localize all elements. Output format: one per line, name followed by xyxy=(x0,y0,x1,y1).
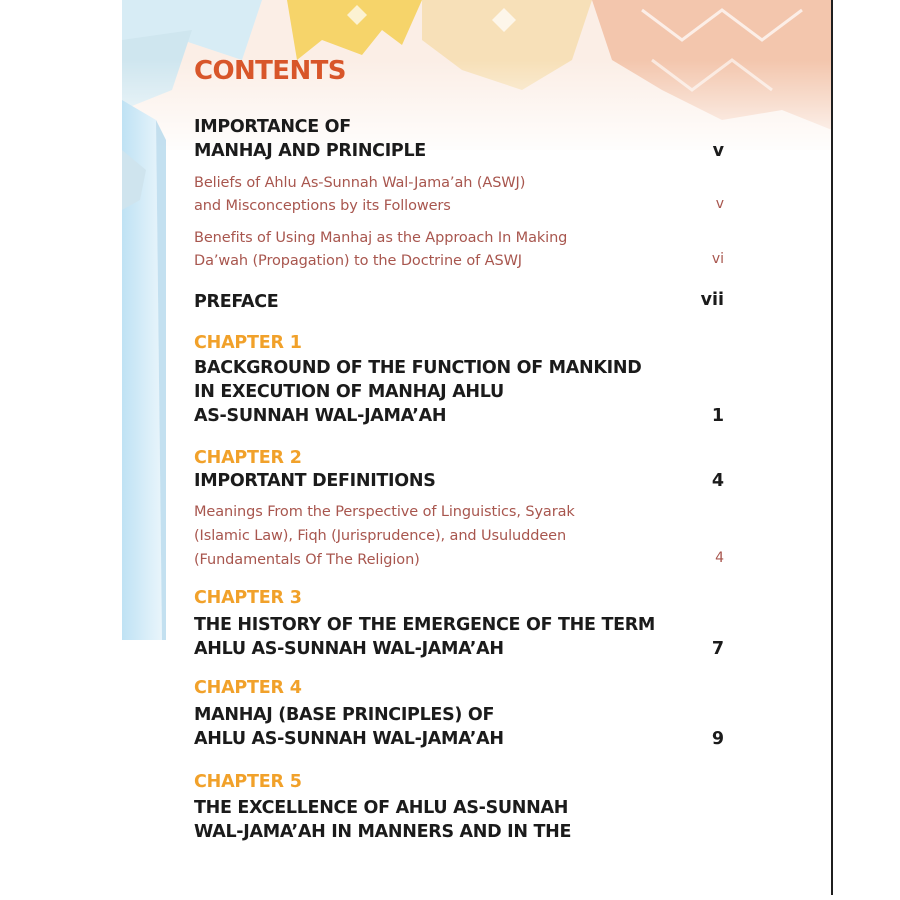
subentry-line: (Fundamentals Of The Religion) xyxy=(194,552,420,568)
subentry-line: Benefits of Using Manhaj as the Approach In Making xyxy=(194,230,568,246)
chapter-label: CHAPTER 4 xyxy=(194,678,302,698)
entry-title-line: PREFACE xyxy=(194,292,279,312)
subentry-page-number: 4 xyxy=(715,550,724,566)
contents-heading: CONTENTS xyxy=(194,56,346,86)
entry-title-line: IMPORTANCE OF xyxy=(194,117,351,137)
subentry-page-number: vi xyxy=(711,251,724,267)
page-number: 7 xyxy=(711,639,724,659)
chapter-label: CHAPTER 3 xyxy=(194,588,302,608)
entry-title-line: BACKGROUND OF THE FUNCTION OF MANKIND xyxy=(194,358,642,378)
page-number: v xyxy=(712,141,724,161)
toc-page xyxy=(122,0,832,900)
subentry-page-number: v xyxy=(715,196,724,212)
page-number: vii xyxy=(700,290,724,310)
chapter-label: CHAPTER 1 xyxy=(194,333,302,353)
entry-title-line: MANHAJ AND PRINCIPLE xyxy=(194,141,426,161)
subentry-line: Da’wah (Propagation) to the Doctrine of ASWJ xyxy=(194,253,522,269)
entry-title-line: IN EXECUTION OF MANHAJ AHLU xyxy=(194,382,504,402)
page-number: 1 xyxy=(711,406,724,426)
chapter-label: CHAPTER 2 xyxy=(194,448,302,468)
page-number: 4 xyxy=(711,471,724,491)
entry-title-line: WAL-JAMA’AH IN MANNERS AND IN THE xyxy=(194,822,572,842)
entry-title-line: AHLU AS-SUNNAH WAL-JAMA’AH xyxy=(194,729,504,749)
subentry-line: (Islamic Law), Fiqh (Jurisprudence), and Usuluddeen xyxy=(194,528,567,544)
page-edge-line xyxy=(831,0,833,895)
page-number: 9 xyxy=(711,729,724,749)
entry-title-line: AS-SUNNAH WAL-JAMA’AH xyxy=(194,406,447,426)
subentry-line: Beliefs of Ahlu As-Sunnah Wal-Jama’ah (ASWJ) xyxy=(194,175,526,191)
subentry-line: Meanings From the Perspective of Linguistics, Syarak xyxy=(194,504,575,520)
chapter-label: CHAPTER 5 xyxy=(194,772,302,792)
entry-title-line: AHLU AS-SUNNAH WAL-JAMA’AH xyxy=(194,639,504,659)
entry-title-line: THE EXCELLENCE OF AHLU AS-SUNNAH xyxy=(194,798,569,818)
entry-title-line: IMPORTANT DEFINITIONS xyxy=(194,471,436,491)
subentry-line: and Misconceptions by its Followers xyxy=(194,198,451,214)
entry-title-line: MANHAJ (BASE PRINCIPLES) OF xyxy=(194,705,495,725)
entry-title-line: THE HISTORY OF THE EMERGENCE OF THE TERM xyxy=(194,615,656,635)
